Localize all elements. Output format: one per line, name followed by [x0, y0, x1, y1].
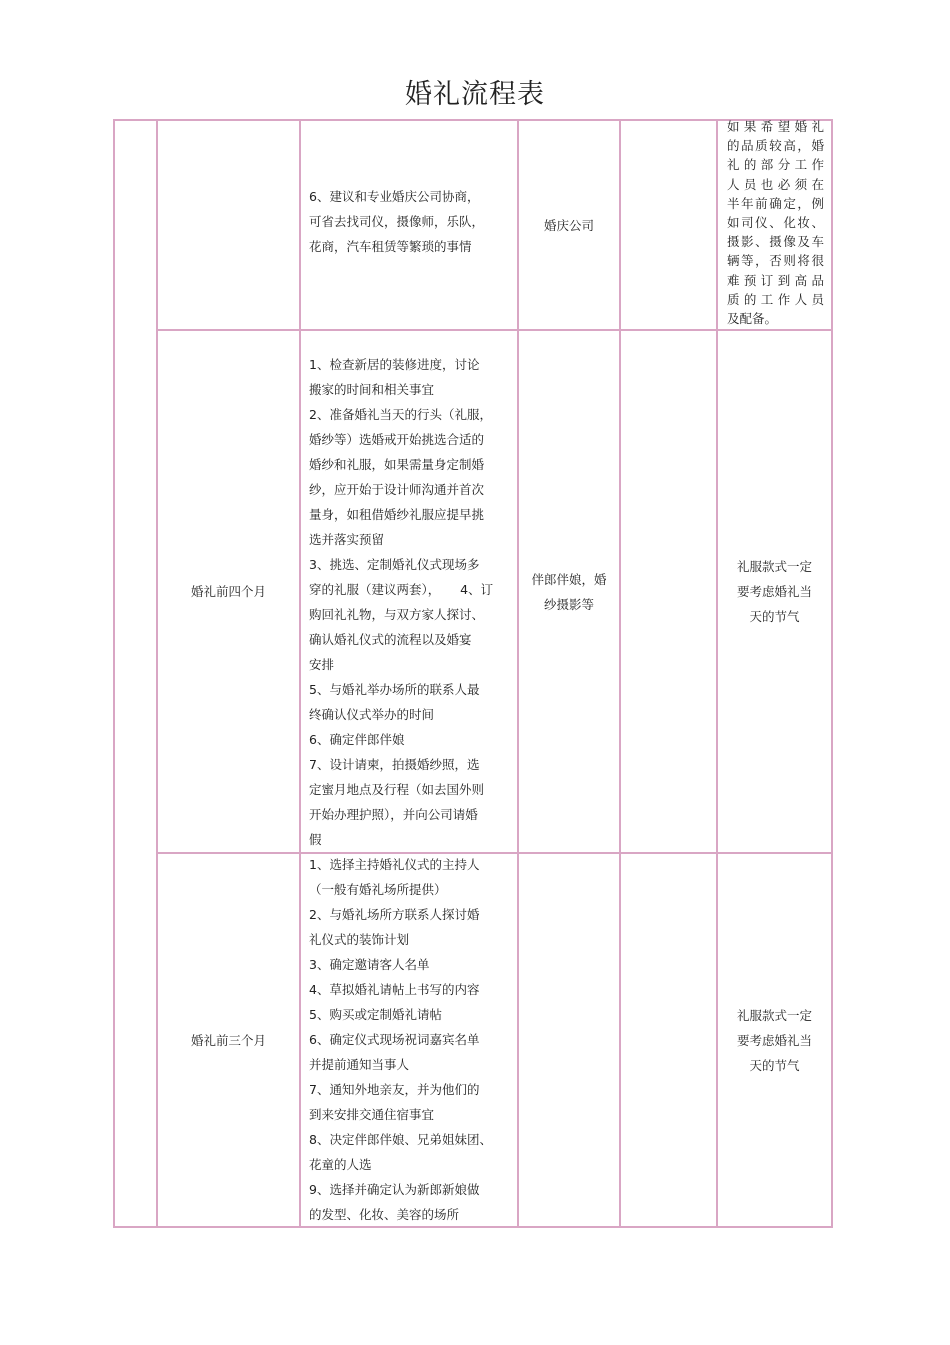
task-line: 安排 [309, 657, 335, 672]
note-line: 礼服款式一定 [736, 559, 812, 574]
table-border-left [113, 119, 115, 1228]
note-line: 如司仪、化妆、 [727, 215, 824, 231]
task-line: 礼仪式的装饰计划 [309, 932, 410, 947]
task-line: 1、检查新居的装修进度，讨论 [309, 357, 480, 372]
row-2-period [158, 331, 299, 852]
task-line: 5、购买或定制婚礼请帖 [309, 1007, 442, 1022]
task-line: 穿的礼服（建议两套）， 4、订 [309, 582, 494, 597]
task-line: 7、通知外地亲友，并为他们的 [309, 1082, 480, 1097]
page-title: 婚礼流程表 [405, 79, 545, 110]
responsible-line: 纱摄影等 [543, 596, 594, 612]
task-line: 6、确定仪式现场祝词嘉宾名单 [309, 1032, 480, 1047]
schedule-table [113, 119, 833, 1228]
note-line: 辆等，否则将很 [727, 253, 824, 269]
period-text: 婚礼前四个月 [190, 584, 266, 599]
row-2-responsible [519, 331, 619, 852]
table-column-divider [619, 119, 621, 1228]
task-line: 8、决定伴郎伴娘、兄弟姐妹团、 [309, 1132, 492, 1147]
task-line: 可省去找司仪，摄像师，乐队， [309, 214, 485, 229]
row-1-responsible [519, 121, 619, 329]
note-line: 如果希望婚礼 [727, 119, 824, 134]
period-text: 婚礼前三个月 [190, 1032, 266, 1048]
task-line: 量身，如租借婚纱礼服应提早挑 [309, 507, 485, 522]
task-line: 终确认仪式举办的时间 [309, 707, 435, 722]
task-line: 2、准备婚礼当天的行头（礼服， [309, 407, 492, 422]
responsible-text: 婚庆公司 [543, 217, 594, 233]
task-line: 2、与婚礼场所方联系人探讨婚 [309, 907, 480, 922]
note-line: 的品质较高，婚 [727, 138, 824, 154]
note-line: 要考虑婚礼当 [736, 584, 812, 599]
row-3-period [158, 854, 299, 1226]
task-line: 婚纱和礼服，如果需量身定制婚 [309, 457, 485, 472]
responsible-line: 伴郎伴娘，婚 [531, 571, 607, 587]
task-line: 花商，汽车租赁等繁琐的事情 [309, 239, 472, 254]
task-line: 的发型、化妆、美容的场所 [309, 1207, 460, 1222]
task-line: 搬家的时间和相关事宜 [309, 382, 435, 397]
task-line: 3、挑选、定制婚礼仪式现场多 [309, 557, 480, 572]
task-line: 假 [309, 832, 322, 847]
task-line: 到来安排交通住宿事宜 [309, 1107, 435, 1122]
note-line: 天的节气 [749, 1057, 800, 1073]
note-line: 难预订到高品 [727, 272, 824, 288]
task-line: 开始办理护照），并向公司请婚 [309, 807, 478, 822]
task-line: 6、建议和专业婚庆公司协商， [309, 189, 480, 204]
row-2-notes [718, 331, 831, 852]
note-line: 礼服款式一定 [736, 1007, 812, 1023]
note-line: 要考虑婚礼当 [736, 1032, 812, 1048]
task-line: 婚纱等）选婚戒开始挑选合适的 [309, 432, 485, 447]
task-line: 7、设计请柬，拍摄婚纱照，选 [309, 757, 480, 772]
note-line: 天的节气 [749, 609, 800, 624]
task-line: 9、选择并确定认为新郎新娘做 [309, 1182, 480, 1197]
task-line: 花童的人选 [309, 1157, 372, 1172]
task-line: 纱，应开始于设计师沟通并首次 [309, 482, 485, 497]
task-line: 选并落实预留 [309, 532, 385, 547]
note-line: 人员也必须在 [727, 176, 824, 192]
row-3-tasks [309, 852, 514, 1227]
row-1-tasks [309, 184, 514, 259]
task-line: （一般有婚礼场所提供） [309, 882, 447, 897]
note-line: 摄影、摄像及车 [727, 234, 824, 250]
table-column-divider [299, 119, 301, 1228]
note-line: 半年前确定，例 [727, 195, 824, 211]
task-line: 3、确定邀请客人名单 [309, 957, 430, 972]
task-line: 6、确定伴郎伴娘 [309, 732, 405, 747]
task-line: 1、选择主持婚礼仪式的主持人 [309, 857, 480, 872]
note-line: 礼的部分工作 [727, 157, 824, 173]
note-line: 及配备。 [727, 311, 778, 327]
task-line: 确认婚礼仪式的流程以及婚宴 [309, 632, 472, 647]
task-line: 定蜜月地点及行程（如去国外则 [309, 782, 485, 797]
row-1-notes [727, 117, 824, 328]
task-line: 5、与婚礼举办场所的联系人最 [309, 682, 480, 697]
table-border-right [831, 119, 833, 1228]
task-line: 购回礼礼物，与双方家人探讨、 [309, 607, 485, 622]
row-2-tasks [309, 352, 514, 852]
table-border-top [113, 119, 833, 121]
row-3-notes [718, 854, 831, 1226]
task-line: 并提前通知当事人 [309, 1057, 410, 1072]
note-line: 质的工作人员 [727, 291, 824, 307]
task-line: 4、草拟婚礼请帖上书写的内容 [309, 982, 480, 997]
